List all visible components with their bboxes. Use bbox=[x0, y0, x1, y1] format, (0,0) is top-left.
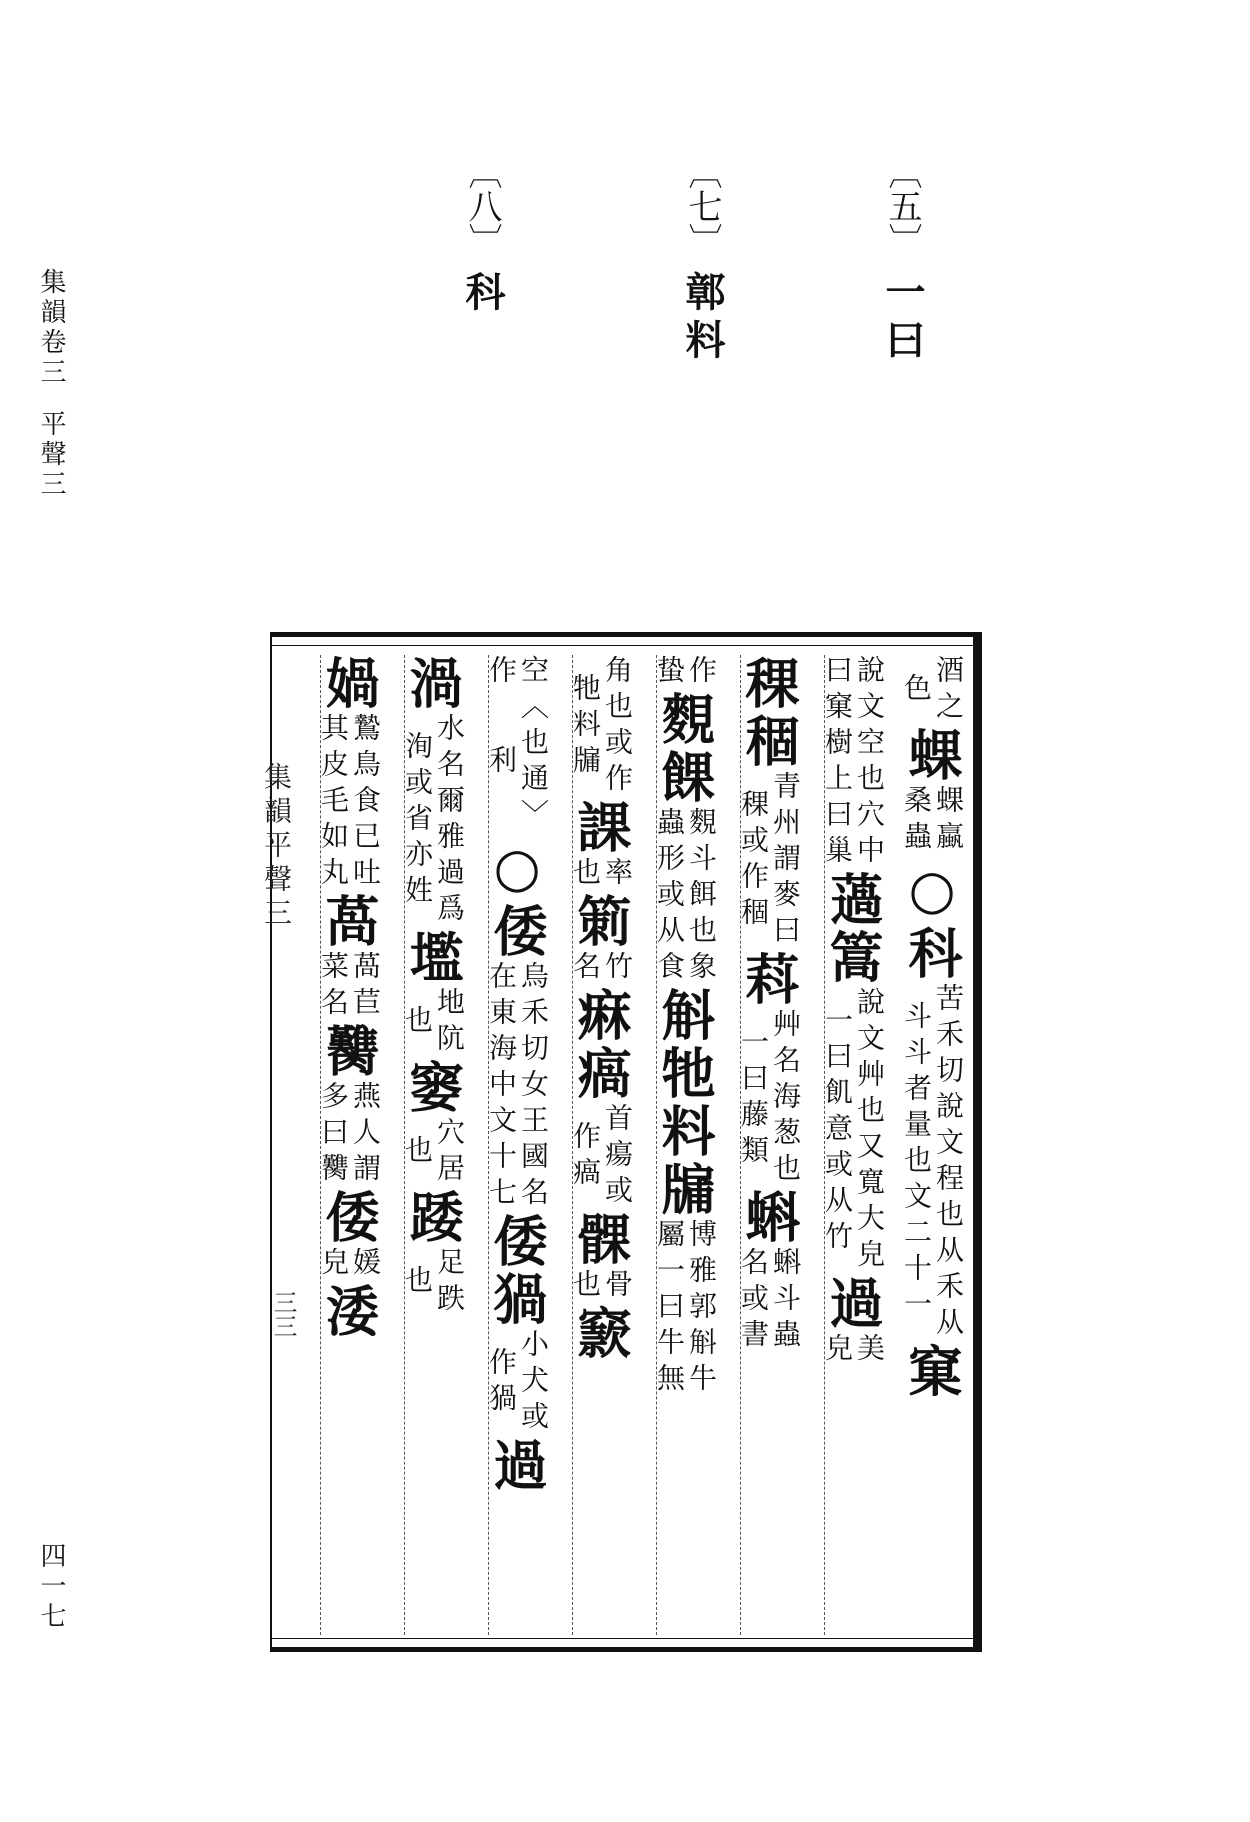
headword: 箣 bbox=[569, 893, 633, 951]
annotation-pair bbox=[317, 1081, 382, 1189]
annotation-text: 蟲形或从食 bbox=[653, 807, 686, 987]
annotation-text: 穴居 bbox=[433, 1117, 466, 1189]
annotation-text: 〈也通〉 bbox=[517, 691, 550, 835]
annotation-text: 首瘍或 bbox=[601, 1103, 634, 1211]
annotation-pair bbox=[821, 655, 886, 871]
headword: 斛牠料牖 bbox=[653, 987, 717, 1219]
annotation-text: 酒之 bbox=[932, 655, 965, 727]
annotation-text: 曰窠樹上曰巢 bbox=[821, 655, 854, 871]
annotation-text: 也 bbox=[401, 1135, 434, 1171]
annotation-text: 角也或作 bbox=[601, 655, 634, 799]
annotation-text: 蜾蠃 bbox=[932, 785, 965, 857]
annotation-text: 鷙鳥食已吐 bbox=[349, 713, 382, 893]
headword: 蜾 bbox=[900, 727, 964, 785]
annotation-pair bbox=[900, 983, 965, 1343]
annotation-pair bbox=[317, 1247, 382, 1283]
annotation-text: 牠料牖 bbox=[569, 673, 602, 781]
note-text: 科 bbox=[459, 271, 506, 319]
frame-line bbox=[272, 1638, 973, 1639]
annotation-text: 說文空也穴中 bbox=[853, 655, 886, 871]
text-column bbox=[485, 655, 550, 1635]
annotation-text: 皃 bbox=[821, 1333, 854, 1369]
note-text: 一曰 bbox=[879, 271, 926, 367]
annotation-text: 稞或作稒 bbox=[737, 789, 770, 933]
annotation-text: 利 bbox=[485, 745, 518, 781]
annotation-pair bbox=[317, 951, 382, 1023]
annotation-text: 媛 bbox=[349, 1247, 382, 1283]
annotation-text: 苦禾切說文程也从禾从 bbox=[932, 983, 965, 1343]
annotation-pair bbox=[401, 1247, 466, 1319]
centerfold-page: 三三 bbox=[269, 1290, 297, 1338]
annotation-text: 也 bbox=[569, 857, 602, 893]
annotation-pair bbox=[569, 1269, 634, 1305]
annotation-text: 足跌 bbox=[433, 1247, 466, 1319]
annotation-text: 菜名 bbox=[317, 951, 350, 1023]
headword: 課 bbox=[569, 799, 633, 857]
annotation-text: 艸名海葱也 bbox=[769, 1009, 802, 1189]
annotation-pair bbox=[401, 1117, 466, 1189]
annotation-text: 地阬 bbox=[433, 987, 466, 1059]
annotation-text: 燕人謂 bbox=[349, 1081, 382, 1189]
text-column bbox=[900, 655, 965, 1635]
headword: 過 bbox=[821, 1275, 885, 1333]
headword: ○科 bbox=[900, 857, 964, 983]
annotation-text: 斗斗者量也文二十一 bbox=[900, 1001, 933, 1325]
headword: 窭 bbox=[401, 1059, 465, 1117]
annotation-text: 洵或省亦姓 bbox=[401, 731, 434, 911]
headword: 薖篙 bbox=[821, 871, 885, 987]
text-column bbox=[653, 655, 718, 1635]
annotation-text: 也 bbox=[401, 1005, 434, 1041]
headword: ○倭 bbox=[485, 835, 549, 961]
headword: 涹 bbox=[317, 1283, 381, 1341]
annotation-text: 名或書 bbox=[737, 1247, 770, 1355]
annotation-text: 作猧 bbox=[485, 1347, 518, 1419]
annotation-text: 水名爾雅過爲 bbox=[433, 713, 466, 929]
headword: 臡 bbox=[317, 1023, 381, 1081]
annotation-text: 也 bbox=[401, 1265, 434, 1301]
annotation-pair bbox=[569, 857, 634, 893]
annotation-text: 青州謂麥曰 bbox=[769, 771, 802, 951]
text-column bbox=[737, 655, 802, 1635]
headword: 倭猧 bbox=[485, 1213, 549, 1329]
annotation-text: 一曰藤類 bbox=[737, 1027, 770, 1171]
annotation-pair bbox=[317, 713, 382, 893]
annotation-pair bbox=[737, 1247, 802, 1355]
annotation-text: 小犬或 bbox=[517, 1329, 550, 1437]
annotation-pair bbox=[821, 1333, 886, 1369]
annotation-text: 多曰臡 bbox=[317, 1081, 350, 1189]
annotation-text: 作瘑 bbox=[569, 1121, 602, 1193]
annotation-text: 蛰 bbox=[653, 655, 686, 691]
annotation-pair bbox=[485, 655, 550, 691]
centerfold-title: 集韻平聲三 bbox=[260, 762, 293, 932]
annotation-text: 萵苣 bbox=[349, 951, 382, 1023]
headword: 痳瘑 bbox=[569, 987, 633, 1103]
text-column bbox=[821, 655, 886, 1635]
annotation-pair bbox=[900, 655, 965, 727]
annotation-text: 空 bbox=[517, 655, 550, 691]
note-mark: 〔八〕 bbox=[462, 155, 502, 257]
annotation-text: 屬一曰牛無 bbox=[653, 1219, 686, 1399]
book-title: 集韻卷三 bbox=[36, 268, 66, 388]
headword: 窠 bbox=[900, 1343, 964, 1401]
collation-note-5 bbox=[879, 155, 926, 367]
annotation-text: 名 bbox=[569, 951, 602, 987]
annotation-pair bbox=[900, 785, 965, 857]
headword: 窾 bbox=[569, 1305, 633, 1363]
frame-line bbox=[272, 645, 973, 646]
annotation-text: 在東海中文十七 bbox=[485, 961, 518, 1213]
annotation-pair bbox=[821, 987, 886, 1275]
annotation-pair bbox=[401, 987, 466, 1059]
annotation-text: 骨 bbox=[601, 1269, 634, 1305]
note-mark: 〔七〕 bbox=[682, 155, 722, 257]
annotation-pair bbox=[737, 771, 802, 951]
annotation-pair bbox=[569, 1103, 634, 1211]
annotation-text: 說文艸也又寬大皃 bbox=[853, 987, 886, 1275]
headword: 踒 bbox=[401, 1189, 465, 1247]
annotation-text: 率 bbox=[601, 857, 634, 893]
headword: 倭 bbox=[317, 1189, 381, 1247]
headword: 麲餜 bbox=[653, 691, 717, 807]
annotation-text: 烏禾切女王國名 bbox=[517, 961, 550, 1213]
headword: 稞稒 bbox=[737, 655, 801, 771]
annotation-pair bbox=[653, 807, 718, 987]
headword: 蝌 bbox=[737, 1189, 801, 1247]
annotation-text: 色 bbox=[900, 673, 933, 709]
annotation-pair bbox=[737, 1009, 802, 1189]
annotation-text: 桑蟲 bbox=[900, 785, 933, 857]
annotation-text: 麲斗餌也象 bbox=[685, 807, 718, 987]
note-mark: 〔五〕 bbox=[882, 155, 922, 257]
page-number: 四一七 bbox=[36, 1542, 66, 1632]
annotation-text: 作 bbox=[485, 655, 518, 691]
section-title: 平聲三 bbox=[36, 410, 66, 500]
annotation-text: 博雅郭斛牛 bbox=[685, 1219, 718, 1399]
annotation-text: 也 bbox=[569, 1269, 602, 1305]
annotation-pair bbox=[569, 655, 634, 799]
headword: 萵 bbox=[317, 893, 381, 951]
woodblock-page bbox=[270, 632, 982, 1652]
collation-note-7 bbox=[679, 155, 726, 367]
headword: 過 bbox=[485, 1437, 549, 1495]
annotation-text: 作 bbox=[685, 655, 718, 691]
annotation-text: 一曰飢意或从竹 bbox=[821, 1005, 854, 1257]
annotation-text: 蝌斗蟲 bbox=[769, 1247, 802, 1355]
note-text: 鄣料 bbox=[679, 271, 726, 367]
annotation-pair bbox=[653, 655, 718, 691]
annotation-pair bbox=[485, 1329, 550, 1437]
text-column bbox=[569, 655, 634, 1635]
annotation-pair bbox=[653, 1219, 718, 1399]
annotation-pair bbox=[485, 691, 550, 835]
annotation-pair bbox=[485, 961, 550, 1213]
headword: 壏 bbox=[401, 929, 465, 987]
text-column bbox=[401, 655, 466, 1635]
headword: 萪 bbox=[737, 951, 801, 1009]
annotation-text: 皃 bbox=[317, 1247, 350, 1283]
text-column bbox=[317, 655, 382, 1635]
annotation-text: 美 bbox=[853, 1333, 886, 1369]
headword: 渦 bbox=[401, 655, 465, 713]
headword: 媧 bbox=[317, 655, 381, 713]
annotation-text: 其皮毛如丸 bbox=[317, 713, 350, 893]
annotation-pair bbox=[569, 951, 634, 987]
annotation-pair bbox=[401, 713, 466, 929]
annotation-text: 竹 bbox=[601, 951, 634, 987]
collation-note-8 bbox=[459, 155, 506, 319]
headword: 髁 bbox=[569, 1211, 633, 1269]
margin-header bbox=[38, 268, 64, 500]
